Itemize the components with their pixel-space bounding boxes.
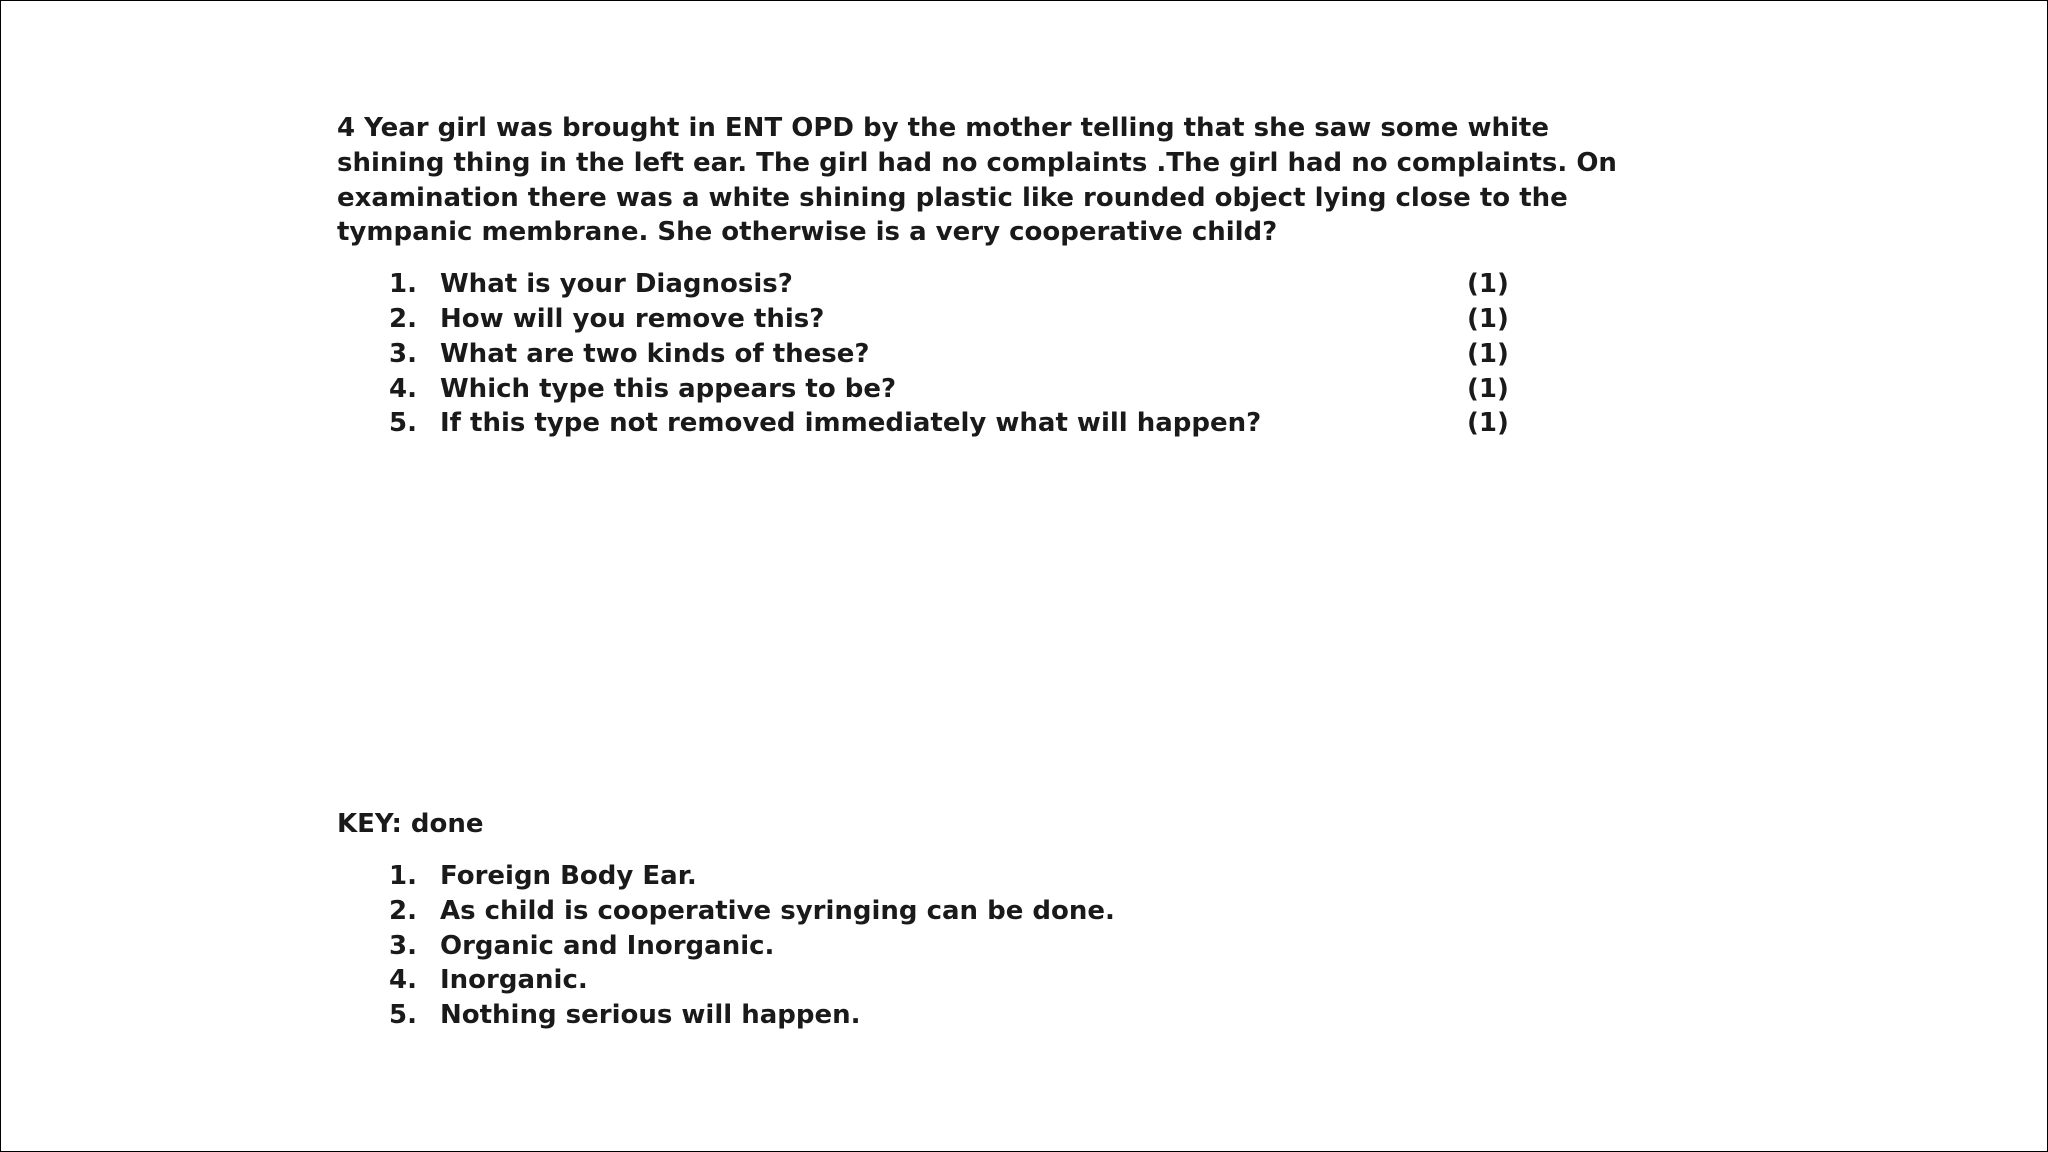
- question-list: [337, 267, 1647, 441]
- question-text: Which type this appears to be?: [440, 373, 897, 404]
- question-stem: 4 Year girl was brought in ENT OPD by the mother telling that she saw some white shining thing in the left ear. The girl had no complaints .The girl had no complaints. On examination there was a white shining plastic like rounded object lying close to the tympanic membrane. She otherwise is a very cooperative child?: [337, 113, 1617, 248]
- question-block: [337, 111, 1647, 441]
- answer-text: Nothing serious will happen.: [440, 1000, 861, 1031]
- answer-item: [337, 859, 1647, 894]
- question-number: 1.: [389, 269, 417, 300]
- answer-key-list: [337, 859, 1647, 1033]
- answer-item: [337, 894, 1647, 929]
- question-text: How will you remove this?: [440, 303, 825, 334]
- answer-text: Inorganic.: [440, 965, 588, 996]
- question-marks: (1): [1467, 373, 1509, 404]
- answer-text: Foreign Body Ear.: [440, 861, 697, 891]
- question-number: 4.: [389, 373, 417, 404]
- question-item: [337, 267, 1647, 302]
- question-marks: (1): [1467, 269, 1509, 300]
- answer-number: 1.: [389, 861, 417, 891]
- answer-text: As child is cooperative syringing can be done.: [440, 895, 1115, 926]
- key-heading: KEY: done: [337, 809, 484, 839]
- answer-item: [337, 929, 1647, 964]
- question-marks: (1): [1467, 338, 1509, 369]
- question-number: 3.: [389, 338, 417, 369]
- answer-number: 2.: [389, 895, 417, 926]
- question-number: 5.: [389, 408, 417, 439]
- question-text: What is your Diagnosis?: [440, 269, 793, 300]
- answer-text: Organic and Inorganic.: [440, 930, 775, 961]
- question-marks: (1): [1467, 408, 1509, 439]
- answer-item: [337, 998, 1647, 1033]
- question-number: 2.: [389, 303, 417, 334]
- question-item: [337, 406, 1647, 441]
- question-item: [337, 302, 1647, 337]
- answer-number: 5.: [389, 1000, 417, 1031]
- question-text: If this type not removed immediately what will happen?: [440, 408, 1262, 439]
- answer-number: 3.: [389, 930, 417, 961]
- question-marks: (1): [1467, 303, 1509, 334]
- answer-item: [337, 963, 1647, 998]
- answer-number: 4.: [389, 965, 417, 996]
- question-text: What are two kinds of these?: [440, 338, 870, 369]
- question-item: [337, 337, 1647, 372]
- question-item: [337, 372, 1647, 407]
